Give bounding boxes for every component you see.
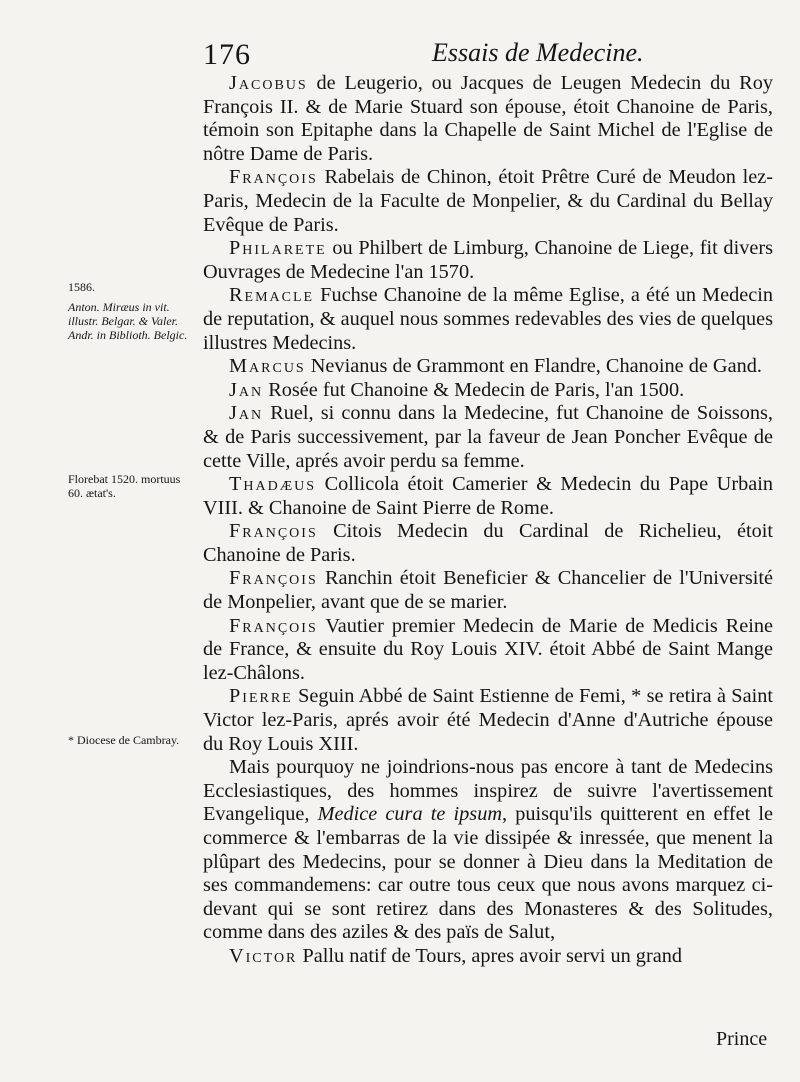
paragraph-text: Seguin Abbé de Saint Estienne de Femi, * se retira à Saint Victor lez-Paris, aprés avoir été Medecin d'Anne d'Autriche épouse du Roy Louis XIII.: [203, 685, 773, 755]
paragraph-text: , puisqu'ils quitterent en effet le commerce & l'embarras de la vie dissipée & inressée, que menent la plûpart des Medecins, pour se donner à Dieu dans la Meditation de ses commandemens: car outre tous ceux que nous avons marquez ci-devant qui se sont retirez dans des Monasteres & des Solitudes, comme dans des aziles & des païs de Salut,: [203, 803, 774, 944]
name-lead: François: [229, 166, 318, 189]
paragraph-text: de Leugerio, ou Jacques de Leugen Medecin du Roy François II. & de Marie Stuard son épouse, étoit Chanoine de Paris, témoin son Epitaphe dans la Chapelle de Saint Michel de l'Eglise de nôtre Dame de Paris.: [203, 72, 773, 165]
paragraph: [203, 520, 773, 567]
paragraph-text: Pallu natif de Tours, apres avoir servi un grand: [297, 944, 682, 967]
paragraph: [203, 615, 773, 686]
name-lead: Victor: [229, 944, 298, 967]
running-title: Essais de Medecine.: [432, 38, 644, 67]
paragraph: [203, 379, 773, 403]
paragraph: [203, 567, 773, 614]
margin-note-citation: Anton. Miræus in vit. illustr. Belgar. & Valer. Andr. in Biblioth. Belgic.: [68, 300, 188, 342]
paragraph: [203, 284, 773, 355]
margin-note-year: 1586.: [68, 280, 95, 294]
name-lead: Philarete: [229, 237, 327, 260]
margin-note-floruit: Florebat 1520. mortuus 60. ætat's.: [68, 472, 181, 500]
catchword: Prince: [716, 1028, 768, 1050]
paragraph: [203, 473, 773, 520]
name-lead: François: [229, 567, 318, 590]
page-number: 176: [203, 38, 251, 71]
name-lead: Marcus: [229, 355, 306, 378]
paragraph-text: Fuchse Chanoine de la même Eglise, a été un Medecin de reputation, & auquel nous sommes redevables des vies de quelques illustres Medecins.: [203, 284, 773, 354]
name-lead: Jacobus: [229, 72, 308, 94]
paragraph-text: Vautier premier Medecin de Marie de Medicis Reine de France, & ensuite du Roy Louis XIV. étoit Abbé de Saint Mange lez-Châlons.: [203, 614, 773, 684]
margin-note-diocese: * Diocese de Cambray.: [68, 733, 180, 747]
paragraph-text: Ruel, si connu dans la Medecine, fut Chanoine de Soissons, & de Paris successivement, par la faveur de Jean Poncher Evêque de cette Ville, aprés avoir perdu sa femme.: [203, 402, 773, 472]
paragraph: [203, 237, 773, 284]
paragraph-text: Citois Medecin du Cardinal de Richelieu, étoit Chanoine de Paris.: [203, 520, 773, 566]
body-text: [203, 72, 773, 969]
name-lead: Jan: [229, 402, 264, 425]
name-lead: Pierre: [229, 685, 293, 708]
paragraph: [203, 402, 773, 473]
paragraph: [203, 166, 773, 237]
paragraph-text: Ranchin étoit Beneficier & Chancelier de l'Université de Monpelier, avant que de se marier.: [203, 567, 773, 614]
name-lead: François: [229, 614, 318, 637]
paragraph-text: Collicola étoit Camerier & Medecin du Pape Urbain VIII. & Chanoine de Saint Pierre de Rome.: [203, 473, 773, 519]
paragraph: [203, 756, 773, 945]
paragraph-text: Rabelais de Chinon, étoit Prêtre Curé de Meudon lez-Paris, Medecin de la Faculte de Monpelier, & du Cardinal du Bellay Evêque de Paris.: [203, 166, 773, 236]
latin-quote: Medice cura te ipsum: [317, 803, 502, 826]
paragraph: [203, 685, 773, 756]
paragraph-text: Rosée fut Chanoine & Medecin de Paris, l'an 1500.: [263, 378, 685, 401]
paragraph: [203, 72, 773, 166]
paragraph-text: Mais pourquoy ne joindrions-nous pas encore à tant de Medecins Ecclesiastiques, des hommes inspirez de suivre l'avertissement Evangelique,: [203, 756, 773, 826]
name-lead: Thadæus: [229, 473, 317, 496]
paragraph-text: Nevianus de Grammont en Flandre, Chanoine de Gand.: [305, 355, 762, 378]
paragraph: [203, 945, 773, 969]
name-lead: Jan: [229, 378, 264, 401]
name-lead: Remacle: [229, 284, 315, 307]
name-lead: François: [229, 520, 318, 543]
paragraph-text: ou Philbert de Limburg, Chanoine de Liege, fit divers Ouvrages de Medecine l'an 1570.: [203, 237, 773, 283]
paragraph: [203, 355, 773, 379]
